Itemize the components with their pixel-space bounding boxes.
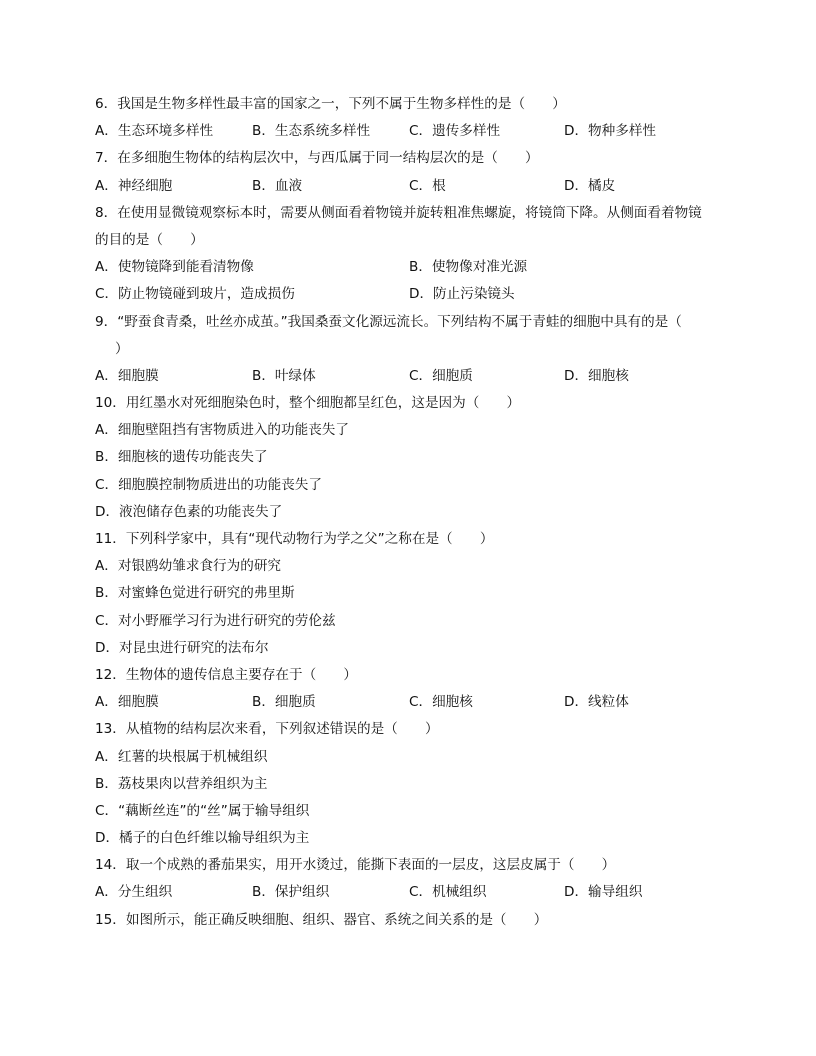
question-12-option-c[interactable]: C．细胞核 [409,694,473,711]
question-8-options-row1 [95,254,725,281]
question-6-stem: 6．我国是生物多样性最丰富的国家之一，下列不属于生物多样性的是（ ） [95,96,566,112]
question-11-option-c[interactable]: C．对小野雁学习行为进行研究的劳伦兹 [95,612,336,629]
question-7-option-c[interactable]: C．根 [409,177,446,194]
question-12-option-a[interactable]: A．细胞膜 [95,694,159,711]
question-10-option-b[interactable]: B．细胞核的遗传功能丧失了 [95,449,268,466]
question-7-option-a[interactable]: A．神经细胞 [95,177,173,194]
question-6-option-b[interactable]: B．生态系统多样性 [252,123,371,140]
question-8-stem-line1: 8．在使用显微镜观察标本时，需要从侧面看着物镜并旋转粗准焦螺旋，将镜筒下降。从侧面看着物镜 [95,204,702,221]
question-7-option-b[interactable]: B．血液 [252,177,303,194]
question-10-option-a[interactable]: A．细胞壁阻挡有害物质进入的功能丧失了 [95,422,349,439]
question-8-option-c[interactable]: C．防止物镜碰到玻片，造成损伤 [95,286,295,303]
question-9-stem-line1: 9．“野蚕食青桑，吐丝亦成茧。”我国桑蚕文化源远流长。下列结构不属于青蛙的细胞中具有的是（ [95,313,682,330]
question-12-option-b[interactable]: B．细胞质 [252,694,316,711]
question-11-stem: 11．下列科学家中，具有“现代动物行为学之父”之称在是（ ） [95,531,494,547]
question-9-option-d[interactable]: D．细胞核 [564,367,629,384]
question-7-stem: 7．在多细胞生物体的结构层次中，与西瓜属于同一结构层次的是（ ） [95,150,539,167]
question-9-option-b[interactable]: B．叶绿体 [252,367,316,384]
question-9-option-a[interactable]: A．细胞膜 [95,367,159,384]
question-14-option-d[interactable]: D．输导组织 [564,884,643,901]
question-10-option-c[interactable]: C．细胞膜控制物质进出的功能丧失了 [95,476,322,493]
question-14-option-c[interactable]: C．机械组织 [409,884,487,901]
question-12-option-d[interactable]: D．线粒体 [564,694,629,711]
exam-page [95,91,725,934]
question-15-stem: 15．如图所示，能正确反映细胞、组织、器官、系统之间关系的是（ ） [95,911,548,928]
question-14-stem: 14．取一个成熟的番茄果实，用开水烫过，能撕下表面的一层皮，这层皮属于（ ） [95,857,616,874]
question-13-option-a[interactable]: A．红薯的块根属于机械组织 [95,748,268,765]
question-10-option-d[interactable]: D．液泡储存色素的功能丧失了 [95,503,283,520]
question-11-option-d[interactable]: D．对昆虫进行研究的法布尔 [95,639,269,656]
question-12-options [95,689,725,716]
question-9-stem-line2: ） [115,340,129,357]
question-8-stem-line2: 的目的是（ ） [95,231,204,248]
question-8-option-a[interactable]: A．使物镜降到能看清物像 [95,259,254,276]
question-11-option-b[interactable]: B．对蜜蜂色觉进行研究的弗里斯 [95,585,295,602]
question-8-options-row2 [95,281,725,308]
question-13-option-d[interactable]: D．橘子的白色纤维以输导组织为主 [95,830,310,847]
question-14-option-a[interactable]: A．分生组织 [95,884,173,901]
question-7-options [95,173,725,200]
question-6-option-c[interactable]: C．遗传多样性 [409,123,501,140]
question-10-stem: 10．用红墨水对死细胞染色时，整个细胞都呈红色，这是因为（ ） [95,395,521,412]
question-14-options [95,879,725,906]
question-9-option-c[interactable]: C．细胞质 [409,367,473,384]
question-6-options [95,118,725,145]
question-14-option-b[interactable]: B．保护组织 [252,884,330,901]
question-13-option-b[interactable]: B．荔枝果肉以营养组织为主 [95,775,268,792]
question-9-options [95,363,725,390]
question-11-option-a[interactable]: A．对银鸥幼雏求食行为的研究 [95,558,282,575]
question-13-stem: 13．从植物的结构层次来看，下列叙述错误的是（ ） [95,721,439,738]
question-6-option-a[interactable]: A．生态环境多样性 [95,123,214,140]
question-8-option-b[interactable]: B．使物像对准光源 [409,259,528,276]
question-13-option-c[interactable]: C．“藕断丝连”的“丝”属于输导组织 [95,802,310,819]
question-12-stem: 12．生物体的遗传信息主要存在于（ ） [95,666,357,683]
question-7-option-d[interactable]: D．橘皮 [564,177,616,194]
question-8-option-d[interactable]: D．防止污染镜头 [409,286,515,303]
question-6-option-d[interactable]: D．物种多样性 [564,123,657,140]
